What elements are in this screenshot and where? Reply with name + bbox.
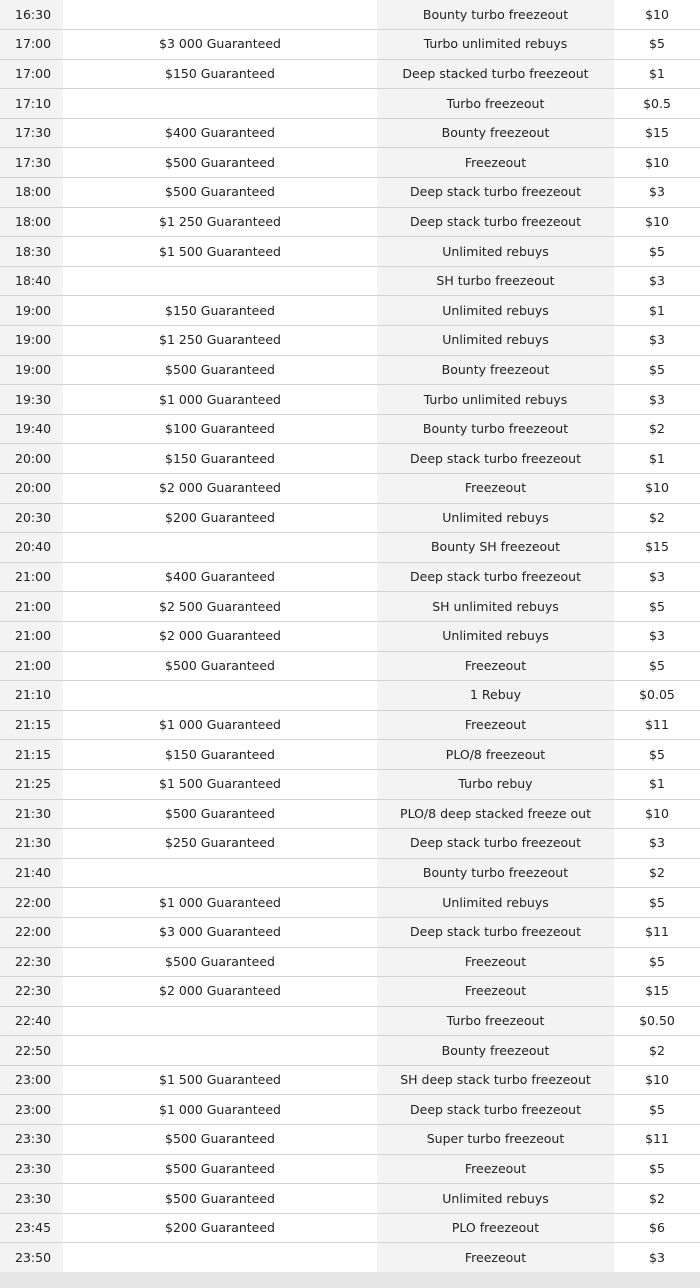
- start-time-cell: 23:50: [0, 1243, 63, 1273]
- start-time-cell: 21:40: [0, 858, 63, 888]
- table-row: [0, 1006, 700, 1036]
- start-time-cell: 21:00: [0, 562, 63, 592]
- start-time-cell: 21:00: [0, 651, 63, 681]
- buy-in-cell: $11: [614, 917, 700, 947]
- table-row: [0, 769, 700, 799]
- guarantee-cell: $1 500 Guaranteed: [63, 237, 377, 267]
- start-time-cell: 21:15: [0, 710, 63, 740]
- buy-in-cell: $1: [614, 769, 700, 799]
- tournament-type-cell: Unlimited rebuys: [377, 296, 614, 326]
- buy-in-cell: $15: [614, 977, 700, 1007]
- start-time-cell: 19:00: [0, 296, 63, 326]
- table-row: [0, 207, 700, 237]
- tournament-type-cell: Deep stack turbo freezeout: [377, 1095, 614, 1125]
- table-row: [0, 266, 700, 296]
- tournament-type-cell: Unlimited rebuys: [377, 1184, 614, 1214]
- tournament-type-cell: Freezeout: [377, 474, 614, 504]
- guarantee-cell: $2 000 Guaranteed: [63, 474, 377, 504]
- table-row: [0, 0, 700, 30]
- table-row: [0, 355, 700, 385]
- tournament-type-cell: Bounty freezeout: [377, 355, 614, 385]
- start-time-cell: 18:30: [0, 237, 63, 267]
- table-row: [0, 977, 700, 1007]
- guarantee-cell: $1 250 Guaranteed: [63, 326, 377, 356]
- buy-in-cell: $10: [614, 474, 700, 504]
- buy-in-cell: $5: [614, 1095, 700, 1125]
- tournament-type-cell: Unlimited rebuys: [377, 326, 614, 356]
- buy-in-cell: $5: [614, 592, 700, 622]
- guarantee-cell: [63, 533, 377, 563]
- start-time-cell: 17:00: [0, 30, 63, 60]
- guarantee-cell: $500 Guaranteed: [63, 799, 377, 829]
- guarantee-cell: $100 Guaranteed: [63, 414, 377, 444]
- table-row: [0, 888, 700, 918]
- tournament-type-cell: Freezeout: [377, 1154, 614, 1184]
- table-row: [0, 118, 700, 148]
- start-time-cell: 20:40: [0, 533, 63, 563]
- buy-in-cell: $2: [614, 1184, 700, 1214]
- guarantee-cell: $200 Guaranteed: [63, 503, 377, 533]
- buy-in-cell: $5: [614, 355, 700, 385]
- buy-in-cell: $5: [614, 1154, 700, 1184]
- tournament-type-cell: SH unlimited rebuys: [377, 592, 614, 622]
- guarantee-cell: $2 000 Guaranteed: [63, 621, 377, 651]
- table-row: [0, 681, 700, 711]
- buy-in-cell: $2: [614, 503, 700, 533]
- guarantee-cell: $500 Guaranteed: [63, 1184, 377, 1214]
- tournament-type-cell: Deep stack turbo freezeout: [377, 829, 614, 859]
- buy-in-cell: $3: [614, 178, 700, 208]
- buy-in-cell: $1: [614, 444, 700, 474]
- table-row: [0, 799, 700, 829]
- tournament-type-cell: Freezeout: [377, 977, 614, 1007]
- table-row: [0, 444, 700, 474]
- tournament-type-cell: Freezeout: [377, 148, 614, 178]
- tournament-type-cell: Bounty turbo freezeout: [377, 414, 614, 444]
- table-row: [0, 592, 700, 622]
- tournament-type-cell: Deep stack turbo freezeout: [377, 178, 614, 208]
- start-time-cell: 23:45: [0, 1213, 63, 1243]
- buy-in-cell: $10: [614, 799, 700, 829]
- guarantee-cell: $1 500 Guaranteed: [63, 769, 377, 799]
- guarantee-cell: [63, 1243, 377, 1273]
- tournament-type-cell: Bounty SH freezeout: [377, 533, 614, 563]
- guarantee-cell: $1 500 Guaranteed: [63, 1065, 377, 1095]
- guarantee-cell: $1 250 Guaranteed: [63, 207, 377, 237]
- guarantee-cell: [63, 681, 377, 711]
- guarantee-cell: [63, 858, 377, 888]
- start-time-cell: 22:00: [0, 888, 63, 918]
- start-time-cell: 20:00: [0, 474, 63, 504]
- start-time-cell: 18:40: [0, 266, 63, 296]
- table-row: [0, 1036, 700, 1066]
- table-row: [0, 1125, 700, 1155]
- guarantee-cell: $3 000 Guaranteed: [63, 917, 377, 947]
- tournament-type-cell: Turbo freezeout: [377, 1006, 614, 1036]
- buy-in-cell: $10: [614, 1065, 700, 1095]
- buy-in-cell: $1: [614, 59, 700, 89]
- guarantee-cell: [63, 89, 377, 119]
- start-time-cell: 21:00: [0, 621, 63, 651]
- start-time-cell: 23:30: [0, 1154, 63, 1184]
- guarantee-cell: [63, 266, 377, 296]
- table-row: [0, 326, 700, 356]
- start-time-cell: 22:40: [0, 1006, 63, 1036]
- tournament-type-cell: Unlimited rebuys: [377, 888, 614, 918]
- tournament-type-cell: Super turbo freezeout: [377, 1125, 614, 1155]
- tournament-type-cell: Unlimited rebuys: [377, 237, 614, 267]
- bottom-scroll-strip: [0, 1272, 700, 1288]
- start-time-cell: 23:00: [0, 1095, 63, 1125]
- start-time-cell: 17:00: [0, 59, 63, 89]
- guarantee-cell: $500 Guaranteed: [63, 178, 377, 208]
- guarantee-cell: $200 Guaranteed: [63, 1213, 377, 1243]
- table-row: [0, 385, 700, 415]
- table-row: [0, 1095, 700, 1125]
- start-time-cell: 16:30: [0, 0, 63, 30]
- guarantee-cell: $1 000 Guaranteed: [63, 710, 377, 740]
- buy-in-cell: $2: [614, 414, 700, 444]
- guarantee-cell: [63, 0, 377, 30]
- tournament-type-cell: SH turbo freezeout: [377, 266, 614, 296]
- buy-in-cell: $2: [614, 858, 700, 888]
- tournament-type-cell: Deep stack turbo freezeout: [377, 207, 614, 237]
- guarantee-cell: $150 Guaranteed: [63, 444, 377, 474]
- tournament-type-cell: Turbo freezeout: [377, 89, 614, 119]
- start-time-cell: 22:50: [0, 1036, 63, 1066]
- tournament-type-cell: Bounty freezeout: [377, 118, 614, 148]
- buy-in-cell: $3: [614, 829, 700, 859]
- buy-in-cell: $10: [614, 0, 700, 30]
- buy-in-cell: $5: [614, 947, 700, 977]
- table-row: [0, 148, 700, 178]
- tournament-type-cell: SH deep stack turbo freezeout: [377, 1065, 614, 1095]
- guarantee-cell: $500 Guaranteed: [63, 355, 377, 385]
- table-row: [0, 1154, 700, 1184]
- table-row: [0, 1184, 700, 1214]
- start-time-cell: 17:30: [0, 118, 63, 148]
- guarantee-cell: $2 000 Guaranteed: [63, 977, 377, 1007]
- tournament-type-cell: Unlimited rebuys: [377, 621, 614, 651]
- tournament-type-cell: PLO/8 freezeout: [377, 740, 614, 770]
- buy-in-cell: $3: [614, 266, 700, 296]
- guarantee-cell: $150 Guaranteed: [63, 59, 377, 89]
- guarantee-cell: $1 000 Guaranteed: [63, 888, 377, 918]
- buy-in-cell: $5: [614, 30, 700, 60]
- guarantee-cell: $3 000 Guaranteed: [63, 30, 377, 60]
- guarantee-cell: $1 000 Guaranteed: [63, 1095, 377, 1125]
- table-row: [0, 740, 700, 770]
- start-time-cell: 17:10: [0, 89, 63, 119]
- buy-in-cell: $6: [614, 1213, 700, 1243]
- start-time-cell: 21:10: [0, 681, 63, 711]
- buy-in-cell: $10: [614, 207, 700, 237]
- start-time-cell: 18:00: [0, 207, 63, 237]
- table-row: [0, 710, 700, 740]
- tournament-type-cell: Deep stack turbo freezeout: [377, 444, 614, 474]
- buy-in-cell: $3: [614, 562, 700, 592]
- buy-in-cell: $2: [614, 1036, 700, 1066]
- start-time-cell: 22:30: [0, 947, 63, 977]
- tournament-type-cell: Freezeout: [377, 710, 614, 740]
- guarantee-cell: $400 Guaranteed: [63, 562, 377, 592]
- buy-in-cell: $5: [614, 740, 700, 770]
- table-row: [0, 917, 700, 947]
- start-time-cell: 18:00: [0, 178, 63, 208]
- tournament-type-cell: Deep stack turbo freezeout: [377, 562, 614, 592]
- buy-in-cell: $1: [614, 296, 700, 326]
- buy-in-cell: $3: [614, 621, 700, 651]
- table-row: [0, 829, 700, 859]
- start-time-cell: 21:30: [0, 799, 63, 829]
- start-time-cell: 19:00: [0, 355, 63, 385]
- buy-in-cell: $11: [614, 1125, 700, 1155]
- tournament-type-cell: Unlimited rebuys: [377, 503, 614, 533]
- table-row: [0, 89, 700, 119]
- start-time-cell: 22:30: [0, 977, 63, 1007]
- table-row: [0, 178, 700, 208]
- guarantee-cell: [63, 1006, 377, 1036]
- start-time-cell: 23:00: [0, 1065, 63, 1095]
- start-time-cell: 21:25: [0, 769, 63, 799]
- table-row: [0, 621, 700, 651]
- start-time-cell: 23:30: [0, 1184, 63, 1214]
- buy-in-cell: $15: [614, 533, 700, 563]
- start-time-cell: 20:30: [0, 503, 63, 533]
- buy-in-cell: $10: [614, 148, 700, 178]
- table-row: [0, 1065, 700, 1095]
- tournament-type-cell: Deep stack turbo freezeout: [377, 917, 614, 947]
- table-row: [0, 503, 700, 533]
- guarantee-cell: $150 Guaranteed: [63, 296, 377, 326]
- table-row: [0, 474, 700, 504]
- start-time-cell: 23:30: [0, 1125, 63, 1155]
- table-row: [0, 533, 700, 563]
- table-row: [0, 562, 700, 592]
- table-row: [0, 59, 700, 89]
- tournament-type-cell: Deep stacked turbo freezeout: [377, 59, 614, 89]
- start-time-cell: 19:30: [0, 385, 63, 415]
- tournament-type-cell: Bounty freezeout: [377, 1036, 614, 1066]
- buy-in-cell: $5: [614, 237, 700, 267]
- table-row: [0, 858, 700, 888]
- table-row: [0, 1213, 700, 1243]
- guarantee-cell: [63, 1036, 377, 1066]
- guarantee-cell: $2 500 Guaranteed: [63, 592, 377, 622]
- buy-in-cell: $5: [614, 888, 700, 918]
- table-row: [0, 414, 700, 444]
- table-row: [0, 296, 700, 326]
- buy-in-cell: $15: [614, 118, 700, 148]
- start-time-cell: 17:30: [0, 148, 63, 178]
- start-time-cell: 21:00: [0, 592, 63, 622]
- guarantee-cell: $500 Guaranteed: [63, 651, 377, 681]
- guarantee-cell: $500 Guaranteed: [63, 1125, 377, 1155]
- guarantee-cell: $1 000 Guaranteed: [63, 385, 377, 415]
- buy-in-cell: $11: [614, 710, 700, 740]
- guarantee-cell: $150 Guaranteed: [63, 740, 377, 770]
- guarantee-cell: $500 Guaranteed: [63, 947, 377, 977]
- start-time-cell: 19:00: [0, 326, 63, 356]
- buy-in-cell: $3: [614, 326, 700, 356]
- tournament-type-cell: Bounty turbo freezeout: [377, 858, 614, 888]
- tournament-type-cell: Bounty turbo freezeout: [377, 0, 614, 30]
- start-time-cell: 21:30: [0, 829, 63, 859]
- buy-in-cell: $5: [614, 651, 700, 681]
- tournament-type-cell: Freezeout: [377, 947, 614, 977]
- start-time-cell: 20:00: [0, 444, 63, 474]
- table-row: [0, 237, 700, 267]
- table-row: [0, 651, 700, 681]
- tournament-type-cell: Freezeout: [377, 651, 614, 681]
- table-row: [0, 947, 700, 977]
- guarantee-cell: $250 Guaranteed: [63, 829, 377, 859]
- tournament-type-cell: PLO freezeout: [377, 1213, 614, 1243]
- tournament-type-cell: Turbo unlimited rebuys: [377, 30, 614, 60]
- start-time-cell: 19:40: [0, 414, 63, 444]
- tournament-type-cell: Turbo rebuy: [377, 769, 614, 799]
- buy-in-cell: $3: [614, 1243, 700, 1273]
- tournament-type-cell: Freezeout: [377, 1243, 614, 1273]
- start-time-cell: 21:15: [0, 740, 63, 770]
- tournament-type-cell: 1 Rebuy: [377, 681, 614, 711]
- buy-in-cell: $0.5: [614, 89, 700, 119]
- tournament-type-cell: PLO/8 deep stacked freeze out: [377, 799, 614, 829]
- tournament-type-cell: Turbo unlimited rebuys: [377, 385, 614, 415]
- guarantee-cell: $500 Guaranteed: [63, 1154, 377, 1184]
- table-row: [0, 30, 700, 60]
- guarantee-cell: $500 Guaranteed: [63, 148, 377, 178]
- table-row: [0, 1243, 700, 1273]
- buy-in-cell: $3: [614, 385, 700, 415]
- buy-in-cell: $0.05: [614, 681, 700, 711]
- guarantee-cell: $400 Guaranteed: [63, 118, 377, 148]
- start-time-cell: 22:00: [0, 917, 63, 947]
- buy-in-cell: $0.50: [614, 1006, 700, 1036]
